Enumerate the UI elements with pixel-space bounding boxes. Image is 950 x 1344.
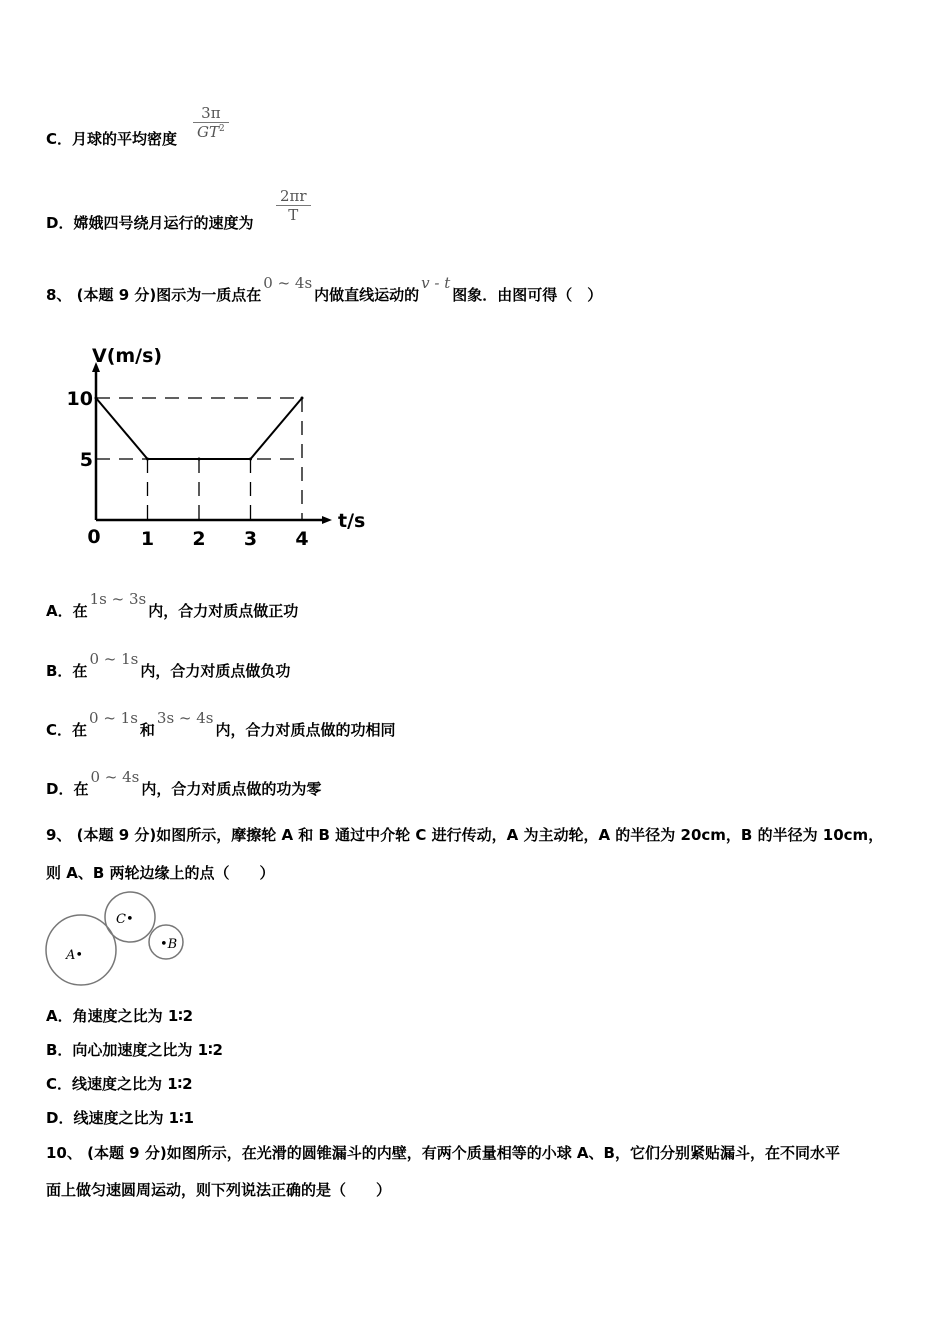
q8-c-math2: 3s ~ 4s [156,709,214,727]
q9-option-c: C．线速度之比为 1∶2 [46,1075,193,1093]
x-tick-4: 4 [295,528,309,550]
x-tick-1: 1 [140,528,155,550]
x-axis-arrow [322,516,332,524]
q8-stem-c: 图象．由图可得（ ） [452,286,603,304]
q7-option-c [46,128,177,149]
q8-c-post: 内，合力对质点做的功相同 [215,721,396,739]
q8-c-mid: 和 [139,721,155,739]
q7-option-d [46,212,253,233]
q8-stem-a: 8、 (本题 9 分)图示为一质点在 [46,286,262,304]
q9-stem-line1: 9、 (本题 9 分)如图所示，摩擦轮 A 和 B 通过中介轮 C 进行传动，A 为主动轮，A 的半径为 20cm，B 的半径为 10cm， [46,826,884,844]
q9-option-b: B．向心加速度之比为 1∶2 [46,1041,223,1059]
q7-c-den-sup: 2 [219,124,225,134]
vt-series-line [96,398,302,459]
q7-c-den-base: GT [197,123,219,141]
q8-option-d [46,768,322,799]
q8-stem-b: 内做直线运动的 [314,286,420,304]
y-tick-5: 5 [79,449,93,471]
q8-b-post: 内，合力对质点做负功 [140,662,291,680]
y-axis-label: V(m/s) [92,345,163,367]
q8-d-math: 0 ~ 4s [90,768,140,786]
q8-a-pre: A．在 [46,602,88,620]
q7-option-d-label: D．嫦娥四号绕月运行的速度为 [46,214,254,232]
vt-point-0 [95,397,98,400]
vt-point-1 [146,458,149,461]
q10-stem-line1: 10、 (本题 9 分)如图所示，在光滑的圆锥漏斗的内壁，有两个质量相等的小球 A、B，它们分别紧贴漏斗，在不同水平 [46,1144,840,1162]
q7-d-denominator: T [288,206,299,224]
q10-stem-line2: 面上做匀速圆周运动，则下列说法正确的是（ ） [46,1181,392,1199]
q7-d-numerator: 2πr [276,187,311,206]
q8-d-post: 内，合力对质点做的功为零 [141,780,322,798]
q8-b-pre: B．在 [46,662,88,680]
y-tick-10: 10 [66,388,93,410]
q7-option-c-label: C．月球的平均密度 [46,130,178,148]
vt-graph [60,335,390,560]
q8-c-pre: C．在 [46,721,88,739]
q9-option-d: D．线速度之比为 1∶1 [46,1109,194,1127]
origin-label: 0 [87,526,101,548]
q8-c-math1: 0 ~ 1s [89,709,138,727]
q8-option-c [46,709,396,740]
q7-option-c-fraction [193,104,229,141]
q9-option-a: A．角速度之比为 1∶2 [46,1007,194,1025]
q8-a-post: 内，合力对质点做正功 [148,602,299,620]
q8-d-pre: D．在 [46,780,89,798]
q8-option-b [46,650,291,681]
friction-wheels-figure [40,888,190,993]
wheel-c-label: C• [116,912,134,927]
q8-stem-math2: v - t [421,274,451,292]
q7-c-numerator: 3π [193,104,229,123]
q8-a-math: 1s ~ 3s [89,590,147,608]
x-axis-label: t/s [338,510,366,532]
q8-option-a [46,590,299,621]
wheel-a-label: A• [66,948,84,963]
vt-point-4 [301,397,304,400]
vt-point-3 [249,458,252,461]
q8-stem [46,274,603,305]
vt-point-2 [198,458,201,461]
x-tick-3: 3 [243,528,258,550]
q8-b-math: 0 ~ 1s [89,650,139,668]
q8-stem-math1: 0 ~ 4s [263,274,313,292]
wheel-b-label: •B [160,937,178,952]
q7-c-denominator [193,123,229,141]
x-tick-2: 2 [192,528,206,550]
q9-stem-line2: 则 A、B 两轮边缘上的点（ ） [46,864,275,882]
q7-option-d-fraction [276,187,311,224]
